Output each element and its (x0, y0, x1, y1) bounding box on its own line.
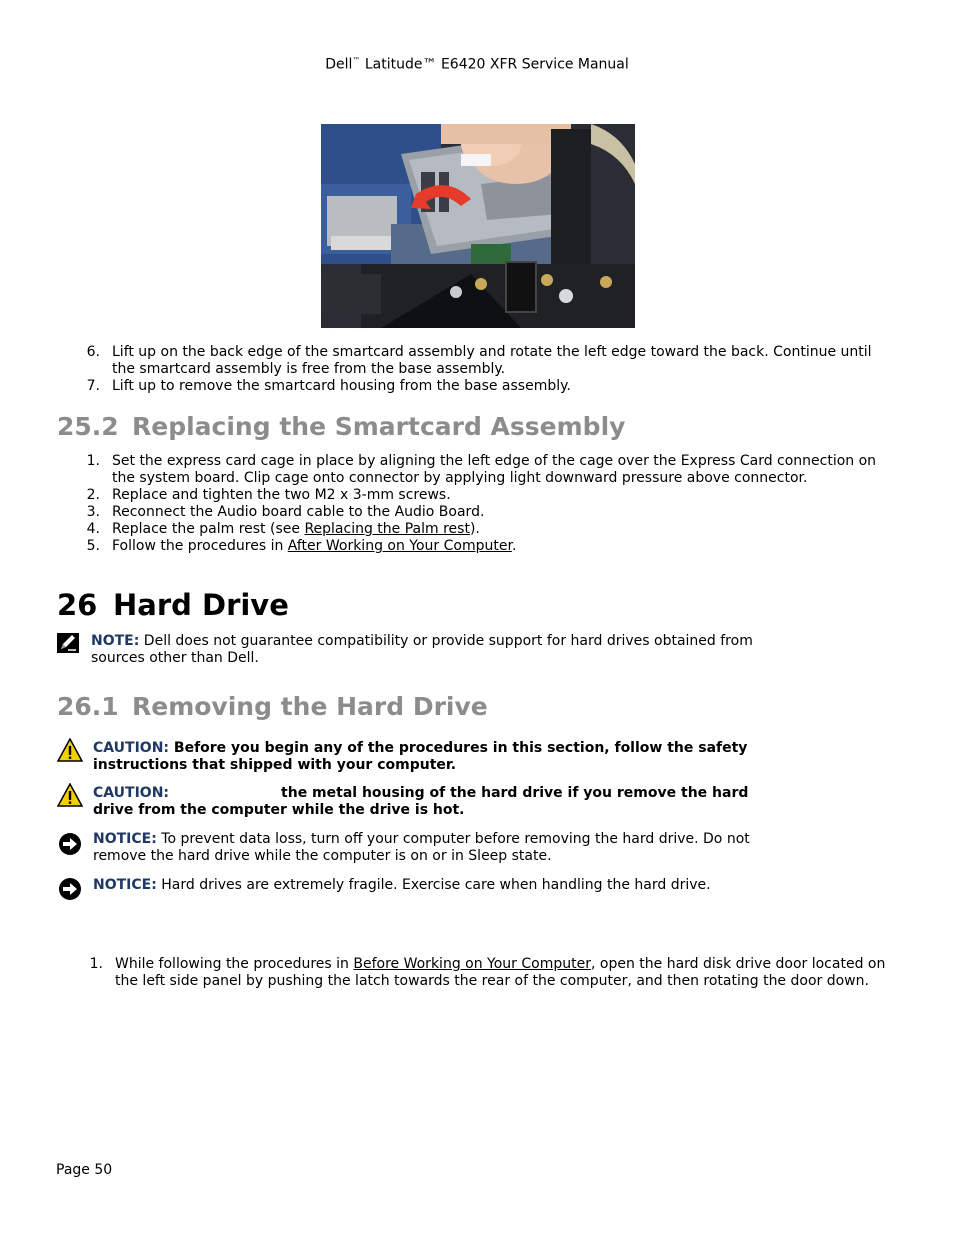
step-text-after: , open the hard disk drive door located on the left side panel by pushing the latch towards the rear of the computer, and then rotating the door down. (115, 956, 886, 989)
caution-warning-icon (57, 738, 83, 766)
notice-label: NOTICE: (93, 831, 157, 847)
link-replacing-palm-rest[interactable]: Replacing the Palm rest (304, 521, 470, 537)
step-text-before: Replace the palm rest (see (112, 521, 305, 537)
step-number: 4. (86, 521, 100, 537)
list-item (56, 378, 888, 395)
notice-arrow-icon (58, 877, 82, 905)
caution-text: the metal housing of the hard drive if you remove the hard drive from the computer while the drive is hot. (93, 785, 749, 818)
notice-block-2 (93, 877, 893, 894)
chapter-title: Hard Drive (113, 588, 289, 622)
step-text: Replace and tighten the two M2 x 3-mm screws. (112, 487, 451, 503)
link-before-working[interactable]: Before Working on Your Computer (353, 956, 591, 972)
section-heading-25-2 (57, 412, 625, 441)
step-number: 6. (86, 344, 100, 360)
caution-label: CAUTION: (93, 785, 170, 801)
notice-text: Hard drives are extremely fragile. Exercise care when handling the hard drive. (156, 877, 711, 893)
replacing-steps-list (56, 453, 888, 555)
list-item (56, 538, 888, 555)
list-item (56, 453, 888, 487)
note-text: Dell does not guarantee compatibility or provide support for hard drives obtained from sources other than Dell. (91, 633, 753, 666)
section-heading-26-1 (57, 692, 488, 721)
step-text-before: Follow the procedures in (112, 538, 288, 554)
caution-text: Before you begin any of the procedures in this section, follow the safety instructions that shipped with your computer. (93, 740, 748, 773)
section-title: Replacing the Smartcard Assembly (132, 412, 626, 441)
header-prefix: Dell (325, 56, 353, 73)
list-item (56, 487, 888, 504)
section-title: Removing the Hard Drive (132, 692, 488, 721)
hard-drive-steps-list (59, 956, 899, 990)
caution-block-1 (93, 740, 773, 774)
section-number: 26.1 (57, 692, 119, 721)
header-title: Latitude™ E6420 XFR Service Manual (360, 56, 629, 73)
step-text-before: While following the procedures in (115, 956, 354, 972)
step-number: 2. (86, 487, 100, 503)
caution-block-2 (93, 785, 773, 819)
step-text-after: ). (469, 521, 480, 537)
photo-illustration (321, 124, 635, 328)
notice-block-1 (93, 831, 783, 865)
list-item (56, 504, 888, 521)
notice-text: To prevent data loss, turn off your computer before removing the hard drive. Do not remove the hard drive while the computer is on or in Sleep state. (93, 831, 750, 864)
step-number: 5. (86, 538, 100, 554)
note-pencil-icon (57, 633, 79, 657)
step-text: Set the express card cage in place by aligning the left edge of the cage over the Express Card connection on the system board. Clip cage onto connector by applying light downward pressure above connector. (112, 453, 877, 486)
step-number: 1. (86, 453, 100, 469)
list-item (56, 521, 888, 538)
page-number: Page 50 (56, 1162, 113, 1178)
step-number: 1. (89, 956, 103, 972)
step-text: Lift up to remove the smartcard housing from the base assembly. (112, 378, 571, 394)
caution-warning-icon (57, 783, 83, 811)
page-header (0, 56, 954, 73)
smartcard-removal-photo (321, 124, 635, 328)
notice-label: NOTICE: (93, 877, 157, 893)
step-text-after: . (511, 538, 517, 554)
chapter-number: 26 (57, 588, 98, 622)
list-item (56, 344, 888, 378)
note-block (91, 633, 771, 667)
link-after-working[interactable]: After Working on Your Computer (287, 538, 512, 554)
section-number: 25.2 (57, 412, 119, 441)
step-number: 3. (86, 504, 100, 520)
notice-arrow-icon (58, 832, 82, 860)
list-item (59, 956, 899, 990)
chapter-heading-26 (57, 588, 289, 622)
step-text: Lift up on the back edge of the smartcard assembly and rotate the left edge toward the back. Continue until the smartcard assembly is free from the base assembly. (112, 344, 872, 377)
trademark-sup: ™ (352, 56, 361, 65)
note-label: NOTE: (91, 633, 140, 649)
removal-steps-list (56, 344, 888, 395)
step-number: 7. (86, 378, 100, 394)
caution-label: CAUTION: (93, 740, 170, 756)
step-text: Reconnect the Audio board cable to the Audio Board. (112, 504, 485, 520)
